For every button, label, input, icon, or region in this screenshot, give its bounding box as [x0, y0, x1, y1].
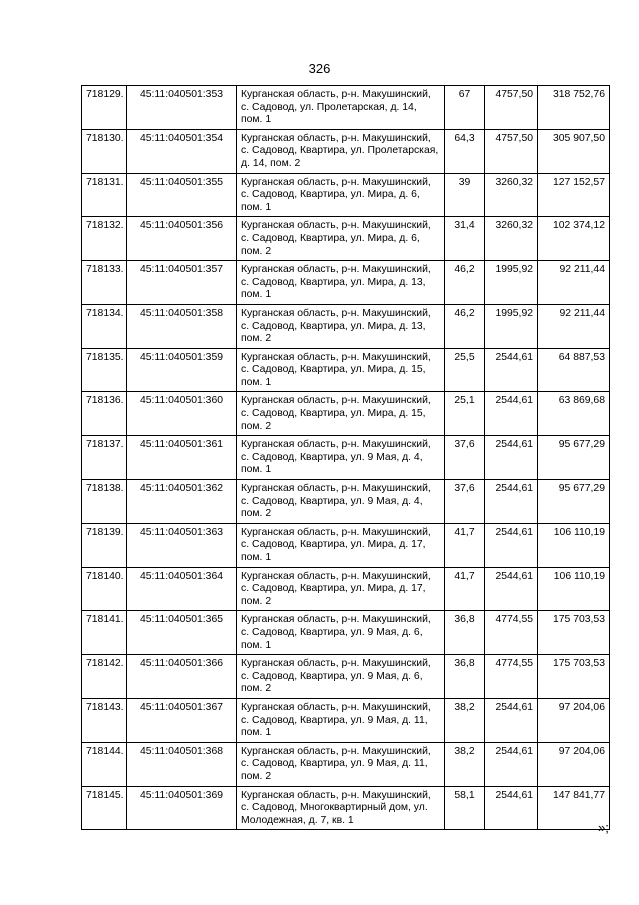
area-cell: 36,8 [445, 655, 485, 699]
cadastral-value-cell: 92 211,44 [538, 304, 610, 348]
cadastral-number-cell: 45:11:040501:367 [127, 698, 237, 742]
area-cell: 38,2 [445, 742, 485, 786]
cadastral-value-cell: 64 887,53 [538, 348, 610, 392]
row-number-cell: 718132. [82, 217, 127, 261]
cadastral-number-cell: 45:11:040501:364 [127, 567, 237, 611]
unit-price-cell: 4774,55 [485, 655, 538, 699]
row-number-cell: 718131. [82, 173, 127, 217]
table-row [82, 392, 610, 436]
address-cell: Курганская область, р-н. Макушинский, с. Садовод, Квартира, ул. Мира, д. 6, пом. 1 [237, 173, 445, 217]
unit-price-cell: 3260,32 [485, 173, 538, 217]
table-row [82, 217, 610, 261]
address-cell: Курганская область, р-н. Макушинский, с. Садовод, Квартира, ул. Мира, д. 6, пом. 2 [237, 217, 445, 261]
area-cell: 46,2 [445, 261, 485, 305]
unit-price-cell: 2544,61 [485, 567, 538, 611]
address-cell: Курганская область, р-н. Макушинский, с. Садовод, Квартира, ул. Пролетарская, д. 14, пом. 2 [237, 129, 445, 173]
unit-price-cell: 2544,61 [485, 742, 538, 786]
area-cell: 25,1 [445, 392, 485, 436]
cadastral-number-cell: 45:11:040501:368 [127, 742, 237, 786]
area-cell: 41,7 [445, 523, 485, 567]
cadastral-number-cell: 45:11:040501:365 [127, 611, 237, 655]
unit-price-cell: 4757,50 [485, 86, 538, 130]
cadastral-value-cell: 95 677,29 [538, 480, 610, 524]
table-row [82, 436, 610, 480]
cadastral-value-cell: 147 841,77 [538, 786, 610, 830]
table-row [82, 261, 610, 305]
cadastral-value-cell: 175 703,53 [538, 655, 610, 699]
address-cell: Курганская область, р-н. Макушинский, с. Садовод, Квартира, ул. Мира, д. 17, пом. 2 [237, 567, 445, 611]
table-row [82, 304, 610, 348]
unit-price-cell: 2544,61 [485, 480, 538, 524]
cadastral-number-cell: 45:11:040501:362 [127, 480, 237, 524]
address-cell: Курганская область, р-н. Макушинский, с. Садовод, Квартира, ул. 9 Мая, д. 4, пом. 1 [237, 436, 445, 480]
unit-price-cell: 4774,55 [485, 611, 538, 655]
area-cell: 37,6 [445, 480, 485, 524]
area-cell: 36,8 [445, 611, 485, 655]
cadastral-number-cell: 45:11:040501:358 [127, 304, 237, 348]
area-cell: 58,1 [445, 786, 485, 830]
area-cell: 39 [445, 173, 485, 217]
cadastral-number-cell: 45:11:040501:361 [127, 436, 237, 480]
area-cell: 41,7 [445, 567, 485, 611]
cadastral-value-cell: 97 204,06 [538, 698, 610, 742]
cadastral-value-cell: 106 110,19 [538, 523, 610, 567]
row-number-cell: 718133. [82, 261, 127, 305]
area-cell: 38,2 [445, 698, 485, 742]
address-cell: Курганская область, р-н. Макушинский, с. Садовод, Квартира, ул. Мира, д. 15, пом. 1 [237, 348, 445, 392]
row-number-cell: 718138. [82, 480, 127, 524]
cadastral-number-cell: 45:11:040501:355 [127, 173, 237, 217]
address-cell: Курганская область, р-н. Макушинский, с. Садовод, Многоквартирный дом, ул. Молодежная, д. 7, кв. 1 [237, 786, 445, 830]
address-cell: Курганская область, р-н. Макушинский, с. Садовод, Квартира, ул. 9 Мая, д. 11, пом. 1 [237, 698, 445, 742]
row-number-cell: 718141. [82, 611, 127, 655]
table-row [82, 742, 610, 786]
cadastral-value-cell: 305 907,50 [538, 129, 610, 173]
row-number-cell: 718134. [82, 304, 127, 348]
row-number-cell: 718135. [82, 348, 127, 392]
row-number-cell: 718142. [82, 655, 127, 699]
cadastral-value-cell: 95 677,29 [538, 436, 610, 480]
unit-price-cell: 2544,61 [485, 523, 538, 567]
cadastral-number-cell: 45:11:040501:356 [127, 217, 237, 261]
area-cell: 25,5 [445, 348, 485, 392]
cadastral-number-cell: 45:11:040501:359 [127, 348, 237, 392]
unit-price-cell: 2544,61 [485, 698, 538, 742]
table-row [82, 348, 610, 392]
address-cell: Курганская область, р-н. Макушинский, с. Садовод, Квартира, ул. Мира, д. 17, пом. 1 [237, 523, 445, 567]
row-number-cell: 718129. [82, 86, 127, 130]
cadastral-value-cell: 92 211,44 [538, 261, 610, 305]
cadastral-number-cell: 45:11:040501:363 [127, 523, 237, 567]
table-row [82, 567, 610, 611]
cadastral-number-cell: 45:11:040501:354 [127, 129, 237, 173]
address-cell: Курганская область, р-н. Макушинский, с. Садовод, Квартира, ул. 9 Мая, д. 6, пом. 1 [237, 611, 445, 655]
table-row [82, 786, 610, 830]
table-row [82, 129, 610, 173]
cadastral-value-cell: 102 374,12 [538, 217, 610, 261]
unit-price-cell: 2544,61 [485, 436, 538, 480]
address-cell: Курганская область, р-н. Макушинский, с. Садовод, Квартира, ул. Мира, д. 13, пом. 2 [237, 304, 445, 348]
table-row [82, 655, 610, 699]
table-row [82, 698, 610, 742]
cadastral-value-cell: 318 752,76 [538, 86, 610, 130]
area-cell: 37,6 [445, 436, 485, 480]
cadastral-number-cell: 45:11:040501:366 [127, 655, 237, 699]
unit-price-cell: 1995,92 [485, 304, 538, 348]
unit-price-cell: 3260,32 [485, 217, 538, 261]
row-number-cell: 718130. [82, 129, 127, 173]
area-cell: 46,2 [445, 304, 485, 348]
address-cell: Курганская область, р-н. Макушинский, с. Садовод, Квартира, ул. 9 Мая, д. 4, пом. 2 [237, 480, 445, 524]
address-cell: Курганская область, р-н. Макушинский, с. Садовод, Квартира, ул. 9 Мая, д. 11, пом. 2 [237, 742, 445, 786]
page-number: 326 [308, 61, 331, 76]
table-row [82, 523, 610, 567]
unit-price-cell: 4757,50 [485, 129, 538, 173]
unit-price-cell: 2544,61 [485, 786, 538, 830]
area-cell: 31,4 [445, 217, 485, 261]
row-number-cell: 718144. [82, 742, 127, 786]
table-row [82, 611, 610, 655]
row-number-cell: 718139. [82, 523, 127, 567]
table-row [82, 86, 610, 130]
cadastral-value-cell: 127 152,57 [538, 173, 610, 217]
address-cell: Курганская область, р-н. Макушинский, с. Садовод, Квартира, ул. Мира, д. 15, пом. 2 [237, 392, 445, 436]
cadastral-value-cell: 63 869,68 [538, 392, 610, 436]
table-row [82, 480, 610, 524]
closing-quote-mark: »; [598, 820, 609, 835]
cadastral-value-cell: 97 204,06 [538, 742, 610, 786]
cadastral-number-cell: 45:11:040501:353 [127, 86, 237, 130]
unit-price-cell: 1995,92 [485, 261, 538, 305]
address-cell: Курганская область, р-н. Макушинский, с. Садовод, Квартира, ул. 9 Мая, д. 6, пом. 2 [237, 655, 445, 699]
row-number-cell: 718137. [82, 436, 127, 480]
unit-price-cell: 2544,61 [485, 348, 538, 392]
cadastral-number-cell: 45:11:040501:357 [127, 261, 237, 305]
cadastral-value-cell: 106 110,19 [538, 567, 610, 611]
table-row [82, 173, 610, 217]
property-registry-table [81, 85, 610, 830]
cadastral-number-cell: 45:11:040501:360 [127, 392, 237, 436]
area-cell: 67 [445, 86, 485, 130]
address-cell: Курганская область, р-н. Макушинский, с. Садовод, Квартира, ул. Мира, д. 13, пом. 1 [237, 261, 445, 305]
row-number-cell: 718140. [82, 567, 127, 611]
address-cell: Курганская область, р-н. Макушинский, с. Садовод, ул. Пролетарская, д. 14, пом. 1 [237, 86, 445, 130]
cadastral-value-cell: 175 703,53 [538, 611, 610, 655]
area-cell: 64,3 [445, 129, 485, 173]
row-number-cell: 718143. [82, 698, 127, 742]
table-body [82, 86, 610, 830]
cadastral-number-cell: 45:11:040501:369 [127, 786, 237, 830]
row-number-cell: 718136. [82, 392, 127, 436]
unit-price-cell: 2544,61 [485, 392, 538, 436]
row-number-cell: 718145. [82, 786, 127, 830]
